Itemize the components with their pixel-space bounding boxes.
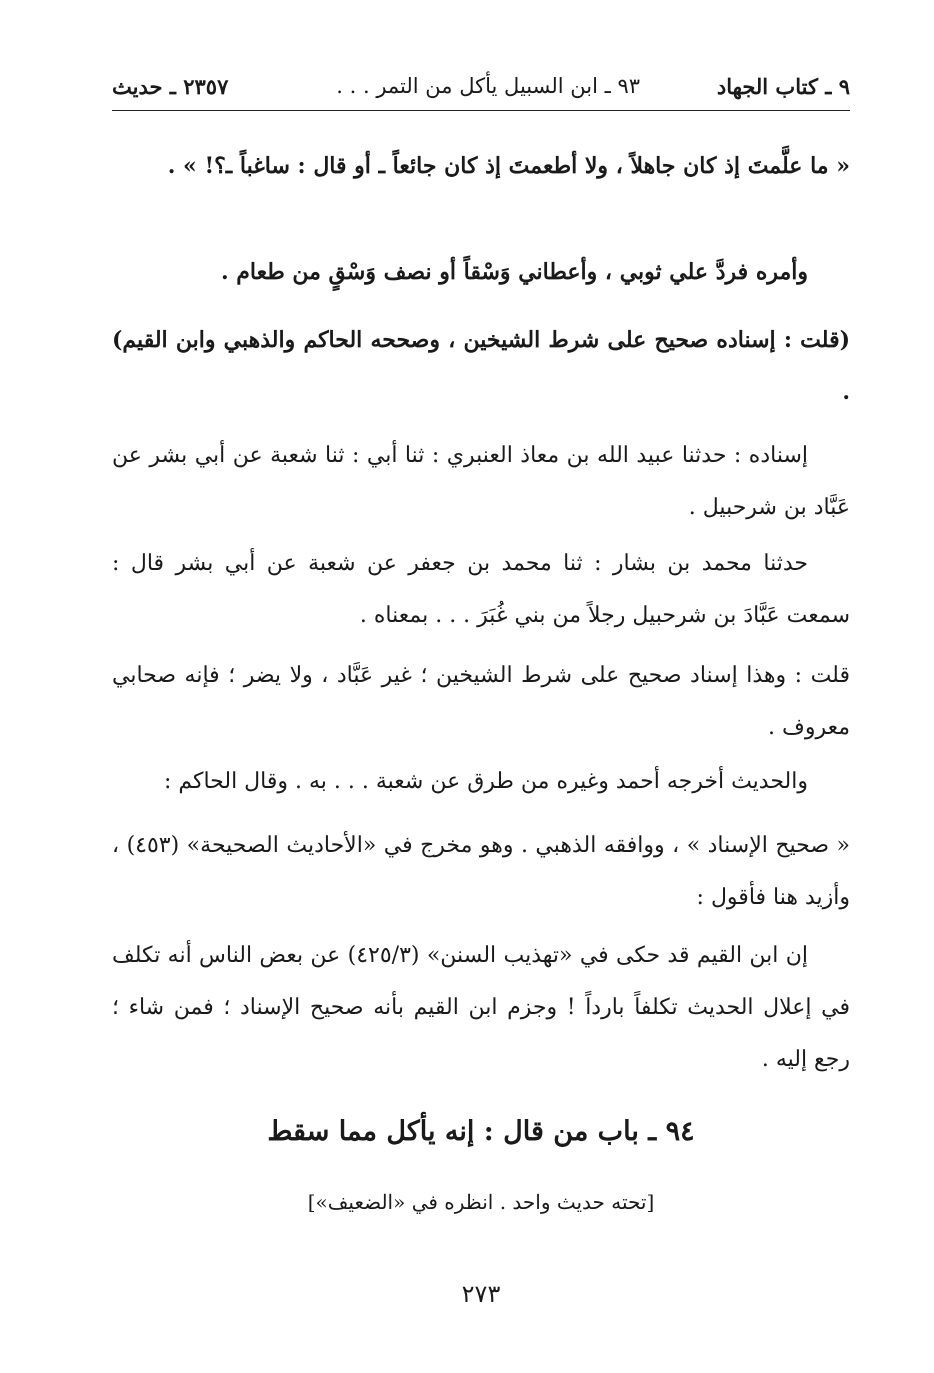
hadith-text-continuation: وأمره فردَّ علي ثوبي ، وأعطاني وَسْقاً أو نصف وَسْقٍ من طعام . [220,259,808,285]
grading-note: (قلت : إسناده صحيح على شرط الشيخين ، وصححه الحاكم والذهبي وابن القيم) . [112,327,850,405]
commentary-paragraph-3: « صحيح الإسناد » ، ووافقه الذهبي . وهو مخرج في «الأحاديث الصحيحة» (٤٥٣) ، وأزيد هنا فأقول : [112,833,850,910]
header-divider [112,110,850,111]
page-number: ٢٧٣ [461,1280,501,1308]
header-hadith-number: ٢٣٥٧ ـ حديث [112,74,229,99]
chapter-note: [تحته حديث واحد . انظره في «الضعيف»] [307,1190,655,1214]
chapter-title: ٩٤ ـ باب من قال : إنه يأكل مما سقط [267,1116,695,1147]
header-book-chapter: ٩ ـ كتاب الجهاد [716,74,850,99]
hadith-text-quote: « ما علَّمتَ إذ كان جاهلاً ، ولا أطعمتَ إذ كان جائعاً ـ أو قال : ساغباً ـ؟! » . [167,153,850,179]
commentary-paragraph-2: والحديث أخرجه أحمد وغيره من طرق عن شعبة . . . به . وقال الحاكم : [163,769,808,794]
header-section-title: ٩٣ ـ ابن السبيل يأكل من التمر . . . [336,74,640,98]
commentary-paragraph-4: إن ابن القيم قد حكى في «تهذيب السنن» (٤٢٥/٣) عن بعض الناس أنه تكلف في إعلال الحديث تكلفاً بارداً ! وجزم ابن القيم بأنه صحيح الإسناد ؛ فمن شاء ؛ رجع إليه . [112,943,850,1072]
running-header [112,68,850,108]
isnad-paragraph-1: إسناده : حدثنا عبيد الله بن معاذ العنبري : ثنا أبي : ثنا شعبة عن أبي بشر عن عَبَّاد بن شرحبيل . [112,443,850,520]
commentary-paragraph-1: قلت : وهذا إسناد صحيح على شرط الشيخين ؛ غير عَبَّاد ، ولا يضر ؛ فإنه صحابي معروف . [112,663,850,740]
isnad-paragraph-2: حدثنا محمد بن بشار : ثنا محمد بن جعفر عن شعبة عن أبي بشر قال : سمعت عَبَّادَ بن شرحبيل رجلاً من بني غُبَرَ . . . بمعناه . [112,551,850,628]
